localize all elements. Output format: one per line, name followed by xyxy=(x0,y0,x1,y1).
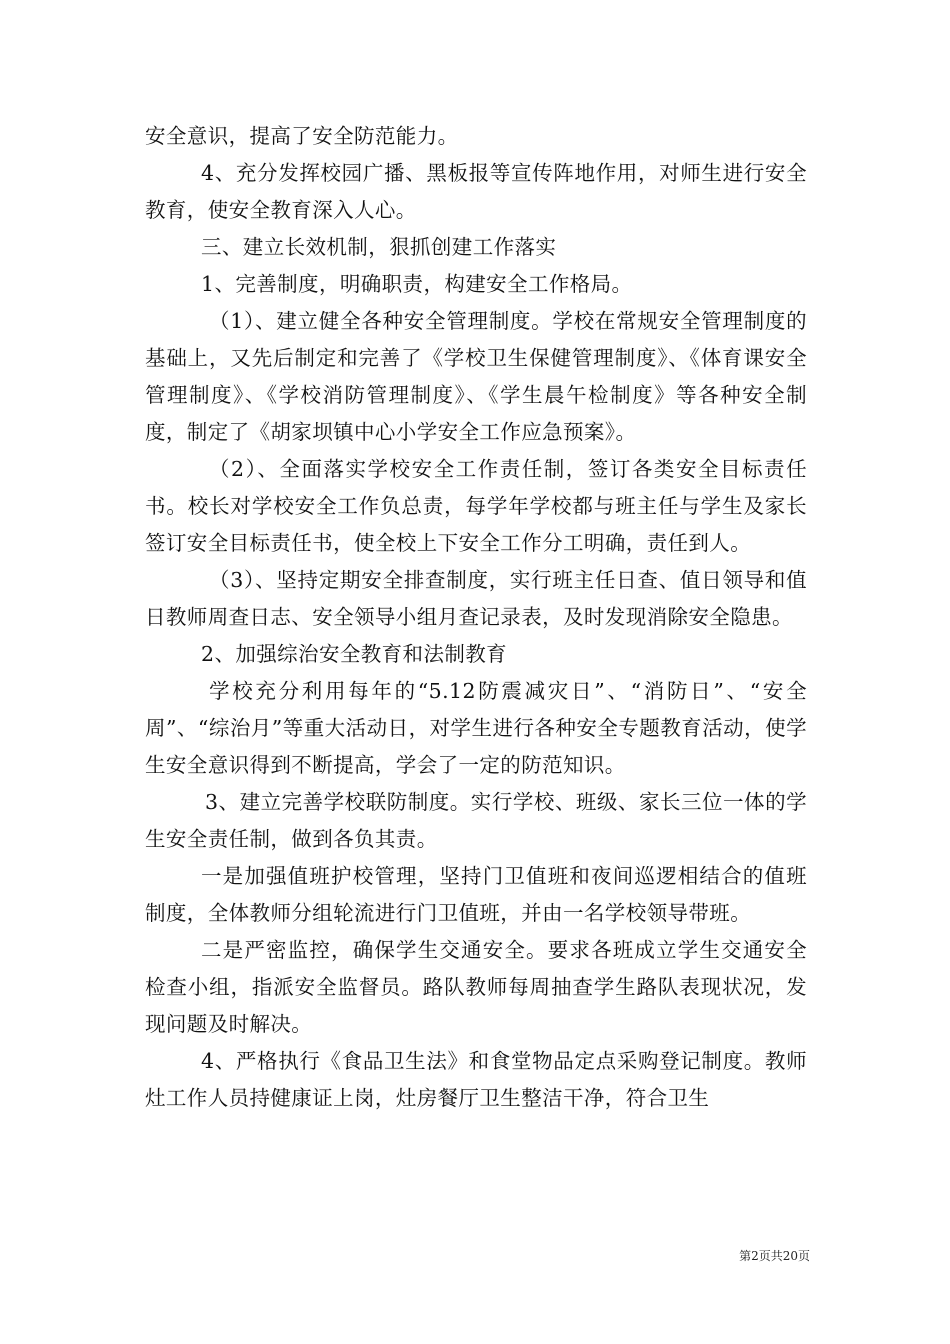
paragraph: （2）、全面落实学校安全工作责任制，签订各类安全目标责任书。校长对学校安全工作负总责，每学年学校都与班主任与学生及家长签订安全目标责任书，使全校上下安全工作分工明确，责任到人。 xyxy=(145,457,807,555)
paragraph: 学校充分利用每年的“5.12防震减灾日”、“消防日”、“安全周”、“综治月”等重大活动日，对学生进行各种安全专题教育活动，使学生安全意识得到不断提高，学会了一定的防范知识。 xyxy=(145,679,807,777)
subsection-heading: 2、加强综治安全教育和法制教育 xyxy=(201,642,508,666)
document-body xyxy=(145,118,807,1117)
paragraph: 安全意识，提高了安全防范能力。 xyxy=(145,124,459,148)
paragraph: 一是加强值班护校管理，坚持门卫值班和夜间巡逻相结合的值班制度，全体教师分组轮流进行门卫值班，并由一名学校领导带班。 xyxy=(145,864,807,925)
section-heading: 三、建立长效机制，狠抓创建工作落实 xyxy=(201,235,557,259)
paragraph: （1）、建立健全各种安全管理制度。学校在常规安全管理制度的基础上，又先后制定和完善了《学校卫生保健管理制度》、《体育课安全管理制度》、《学校消防管理制度》、《学生晨午检制度》等各种安全制度，制定了《胡家坝镇中心小学安全工作应急预案》。 xyxy=(145,309,807,444)
paragraph: 4、严格执行《食品卫生法》和食堂物品定点采购登记制度。教师灶工作人员持健康证上岗，灶房餐厅卫生整洁干净，符合卫生 xyxy=(145,1049,807,1110)
paragraph: 3、建立完善学校联防制度。实行学校、班级、家长三位一体的学生安全责任制，做到各负其责。 xyxy=(145,790,807,851)
paragraph: （3）、坚持定期安全排查制度，实行班主任日查、值日领导和值日教师周查日志、安全领导小组月查记录表，及时发现消除安全隐患。 xyxy=(145,568,807,629)
page-number: 第2页共20页 xyxy=(739,1249,810,1263)
paragraph: 二是严密监控，确保学生交通安全。要求各班成立学生交通安全检查小组，指派安全监督员。路队教师每周抽查学生路队表现状况，发现问题及时解决。 xyxy=(145,938,807,1036)
subsection-heading: 1、完善制度，明确职责，构建安全工作格局。 xyxy=(201,272,633,296)
paragraph: 4、充分发挥校园广播、黑板报等宣传阵地作用，对师生进行安全教育，使安全教育深入人心。 xyxy=(145,161,807,222)
